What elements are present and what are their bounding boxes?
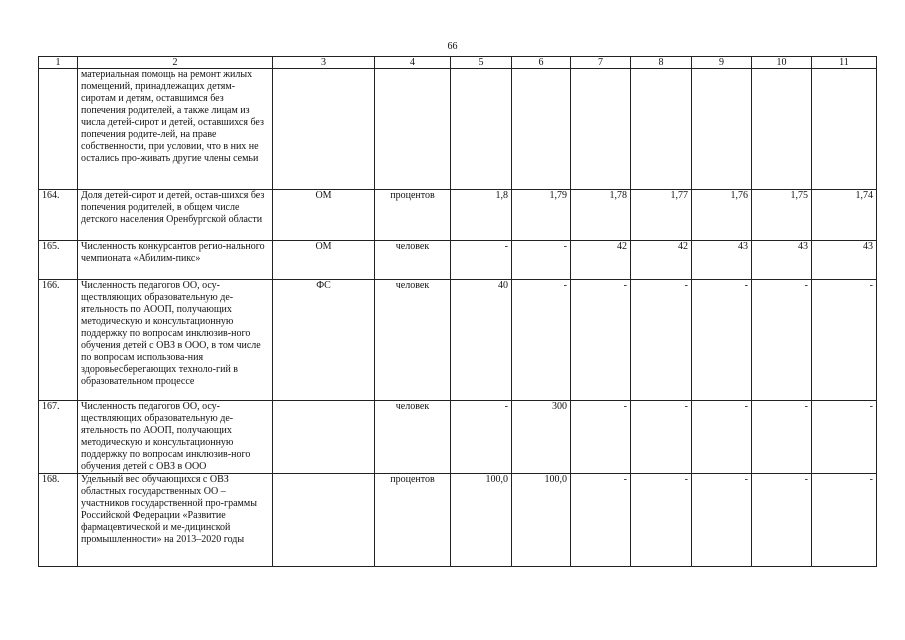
indicator-name: Численность конкурсантов регио-нального чемпионата «Абилим-пикс» xyxy=(78,241,273,280)
value-cell: 1,77 xyxy=(631,190,692,241)
row-number: 164. xyxy=(39,190,78,241)
value-cell xyxy=(812,69,877,190)
unit-cell: человек xyxy=(375,280,451,401)
value-cell xyxy=(631,69,692,190)
value-cell: - xyxy=(812,401,877,474)
value-cell: - xyxy=(752,280,812,401)
indicator-name: Доля детей-сирот и детей, остав-шихся без попечения родителей, в общем числе детского населения Оренбургской области xyxy=(78,190,273,241)
column-number-row xyxy=(39,57,877,69)
value-cell: 300 xyxy=(512,401,571,474)
row-number: 165. xyxy=(39,241,78,280)
indicator-name: Удельный вес обучающихся с ОВЗ областных государственных ОО – участников государственной про-граммы Российской Федерации «Развитие фармацевтической и ме-дицинской промышленности» на 2013–2020 годы xyxy=(78,474,273,567)
indicator-name: Численность педагогов ОО, осу-ществляющих образовательную де-ятельность по АООП, получающих методическую и консультационную поддержку по вопросам инклюзив-ного обучения детей с ОВЗ в ООО, в том числе по вопросам использова-ния здоровьесберегающих техноло-гий в образовательном процессе xyxy=(78,280,273,401)
value-cell: 100,0 xyxy=(512,474,571,567)
unit-cell: человек xyxy=(375,241,451,280)
value-cell: - xyxy=(692,474,752,567)
value-cell: - xyxy=(631,474,692,567)
value-cell: - xyxy=(571,280,631,401)
value-cell xyxy=(451,69,512,190)
unit-cell: человек xyxy=(375,401,451,474)
source-cell xyxy=(273,474,375,567)
column-header: 1 xyxy=(39,57,78,69)
value-cell: 43 xyxy=(692,241,752,280)
table-row xyxy=(39,190,877,241)
indicator-name: материальная помощь на ремонт жилых помещений, принадлежащих детям-сиротам и детям, оставшимся без попечения родителей, а также лицам из числа детей-сирот и детей, оставшихся без попечения родите-лей, на праве собственности, при условии, что в них не остались про-живать другие члены семьи xyxy=(78,69,273,190)
value-cell xyxy=(692,69,752,190)
table-row xyxy=(39,280,877,401)
source-cell: ФС xyxy=(273,280,375,401)
value-cell: - xyxy=(451,401,512,474)
row-number: 168. xyxy=(39,474,78,567)
column-header: 10 xyxy=(752,57,812,69)
value-cell: 1,74 xyxy=(812,190,877,241)
value-cell: 1,76 xyxy=(692,190,752,241)
column-header: 5 xyxy=(451,57,512,69)
indicators-table xyxy=(38,56,877,567)
value-cell: - xyxy=(631,280,692,401)
value-cell: 100,0 xyxy=(451,474,512,567)
indicator-name: Численность педагогов ОО, осу-ществляющих образовательную де-ятельность по АООП, получающих методическую и консультационную поддержку по вопросам инклюзив-ного обучения детей с ОВЗ в ООО xyxy=(78,401,273,474)
value-cell: 43 xyxy=(812,241,877,280)
value-cell: - xyxy=(512,241,571,280)
value-cell xyxy=(752,69,812,190)
value-cell: 1,78 xyxy=(571,190,631,241)
row-number xyxy=(39,69,78,190)
source-cell xyxy=(273,69,375,190)
value-cell: - xyxy=(571,401,631,474)
unit-cell: процентов xyxy=(375,474,451,567)
value-cell: - xyxy=(692,401,752,474)
value-cell: 42 xyxy=(631,241,692,280)
column-header: 11 xyxy=(812,57,877,69)
value-cell: 1,79 xyxy=(512,190,571,241)
source-cell xyxy=(273,401,375,474)
value-cell: - xyxy=(812,474,877,567)
value-cell: - xyxy=(571,474,631,567)
table-row xyxy=(39,474,877,567)
value-cell: 42 xyxy=(571,241,631,280)
table-row xyxy=(39,69,877,190)
column-header: 2 xyxy=(78,57,273,69)
column-header: 9 xyxy=(692,57,752,69)
row-number: 167. xyxy=(39,401,78,474)
value-cell: - xyxy=(451,241,512,280)
column-header: 7 xyxy=(571,57,631,69)
row-number: 166. xyxy=(39,280,78,401)
table-row xyxy=(39,241,877,280)
value-cell: 40 xyxy=(451,280,512,401)
value-cell: 43 xyxy=(752,241,812,280)
value-cell xyxy=(512,69,571,190)
value-cell: - xyxy=(752,474,812,567)
column-header: 8 xyxy=(631,57,692,69)
value-cell: - xyxy=(692,280,752,401)
source-cell: ОМ xyxy=(273,241,375,280)
unit-cell: процентов xyxy=(375,190,451,241)
value-cell xyxy=(571,69,631,190)
source-cell: ОМ xyxy=(273,190,375,241)
page-number: 66 xyxy=(447,41,458,52)
unit-cell xyxy=(375,69,451,190)
value-cell: - xyxy=(812,280,877,401)
value-cell: - xyxy=(631,401,692,474)
value-cell: - xyxy=(752,401,812,474)
value-cell: 1,8 xyxy=(451,190,512,241)
column-header: 4 xyxy=(375,57,451,69)
value-cell: - xyxy=(512,280,571,401)
column-header: 6 xyxy=(512,57,571,69)
value-cell: 1,75 xyxy=(752,190,812,241)
table-row xyxy=(39,401,877,474)
column-header: 3 xyxy=(273,57,375,69)
